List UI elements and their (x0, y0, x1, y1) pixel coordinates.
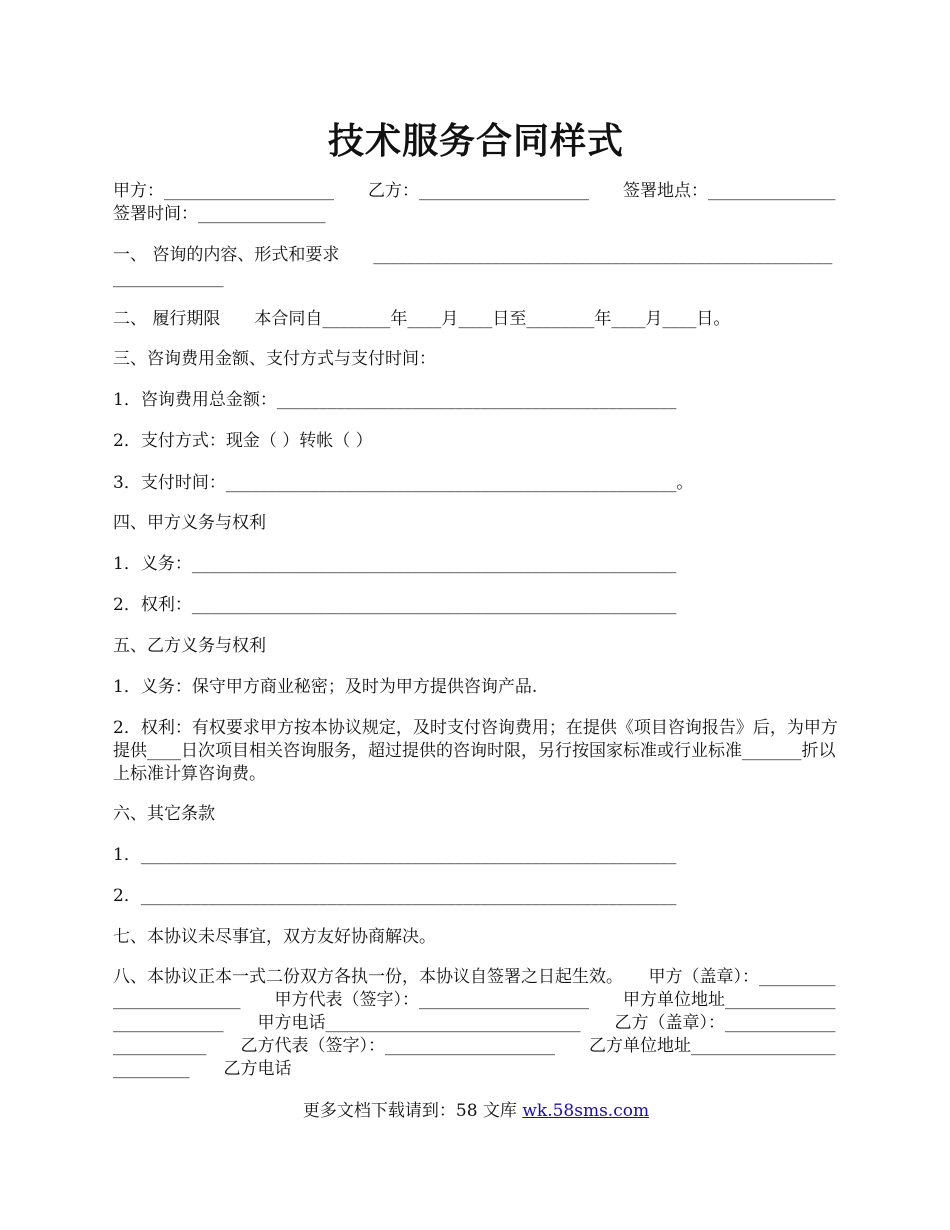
clause-2-term: 二、 履行期限 本合同自________年____月____日至________年____月____日。 (113, 309, 731, 329)
clause-1-consulting-content: 一、 咨询的内容、形式和要求 ___________________________________________________________________ (113, 245, 833, 288)
footer (113, 1096, 839, 1121)
clause-6-heading: 六、其它条款 (113, 804, 215, 824)
clause-3-heading: 三、咨询费用金额、支付方式与支付时间： (113, 349, 436, 369)
document-title: 技术服务合同样式 (327, 121, 624, 162)
clause-3-item-3: 3．支付时间：_____________________________________________________。 (113, 473, 694, 493)
parties-line: 甲方：____________________ 乙方：____________________ 签署地点：_______________ 签署时间：_______________ (113, 181, 870, 224)
footer-text: 更多文档下载请到：58 文库 (302, 1101, 523, 1121)
clause-8-signatures: 八、本协议正本一式二份双方各执一份，本协议自签署之日起生效。 甲方（盖章）：________________________ 甲方代表（签字）：____________________ 甲方单位地址__________________________ 甲方电话______________________________ 乙方（盖章）：________________________ 乙方代表（签字）：____________________ 乙方单位地址__________________________ 乙方电话 (113, 967, 836, 1079)
clause-4-item-2: 2．权利：_________________________________________________________ (113, 595, 677, 615)
clause-5-item-1: 1．义务：保守甲方商业秘密；及时为甲方提供咨询产品. (113, 677, 538, 697)
clause-5-item-2: 2．权利：有权要求甲方按本协议规定，及时支付咨询费用；在提供《项目咨询报告》后，为甲方提供____日次项目相关咨询服务，超过提供的咨询时限，另行按国家标准或行业标准_______折以上标准计算咨询费。 (113, 718, 838, 784)
clause-6-item-1: 1．_______________________________________________________________ (113, 845, 677, 865)
clause-5-heading: 五、乙方义务与权利 (113, 636, 266, 656)
clause-6-item-2: 2．_______________________________________________________________ (113, 886, 677, 906)
clause-4-heading: 四、甲方义务与权利 (113, 513, 266, 533)
footer-link[interactable]: wk.58sms.com (522, 1101, 650, 1121)
clause-4-item-1: 1．义务：_________________________________________________________ (113, 554, 677, 574)
clause-7: 七、本协议未尽事宜，双方友好协商解决。 (113, 927, 436, 947)
clause-3-item-2: 2．支付方式：现金（ ）转帐（ ） (113, 431, 373, 451)
clause-3-item-1: 1．咨询费用总金额：_______________________________________________ (113, 390, 677, 410)
